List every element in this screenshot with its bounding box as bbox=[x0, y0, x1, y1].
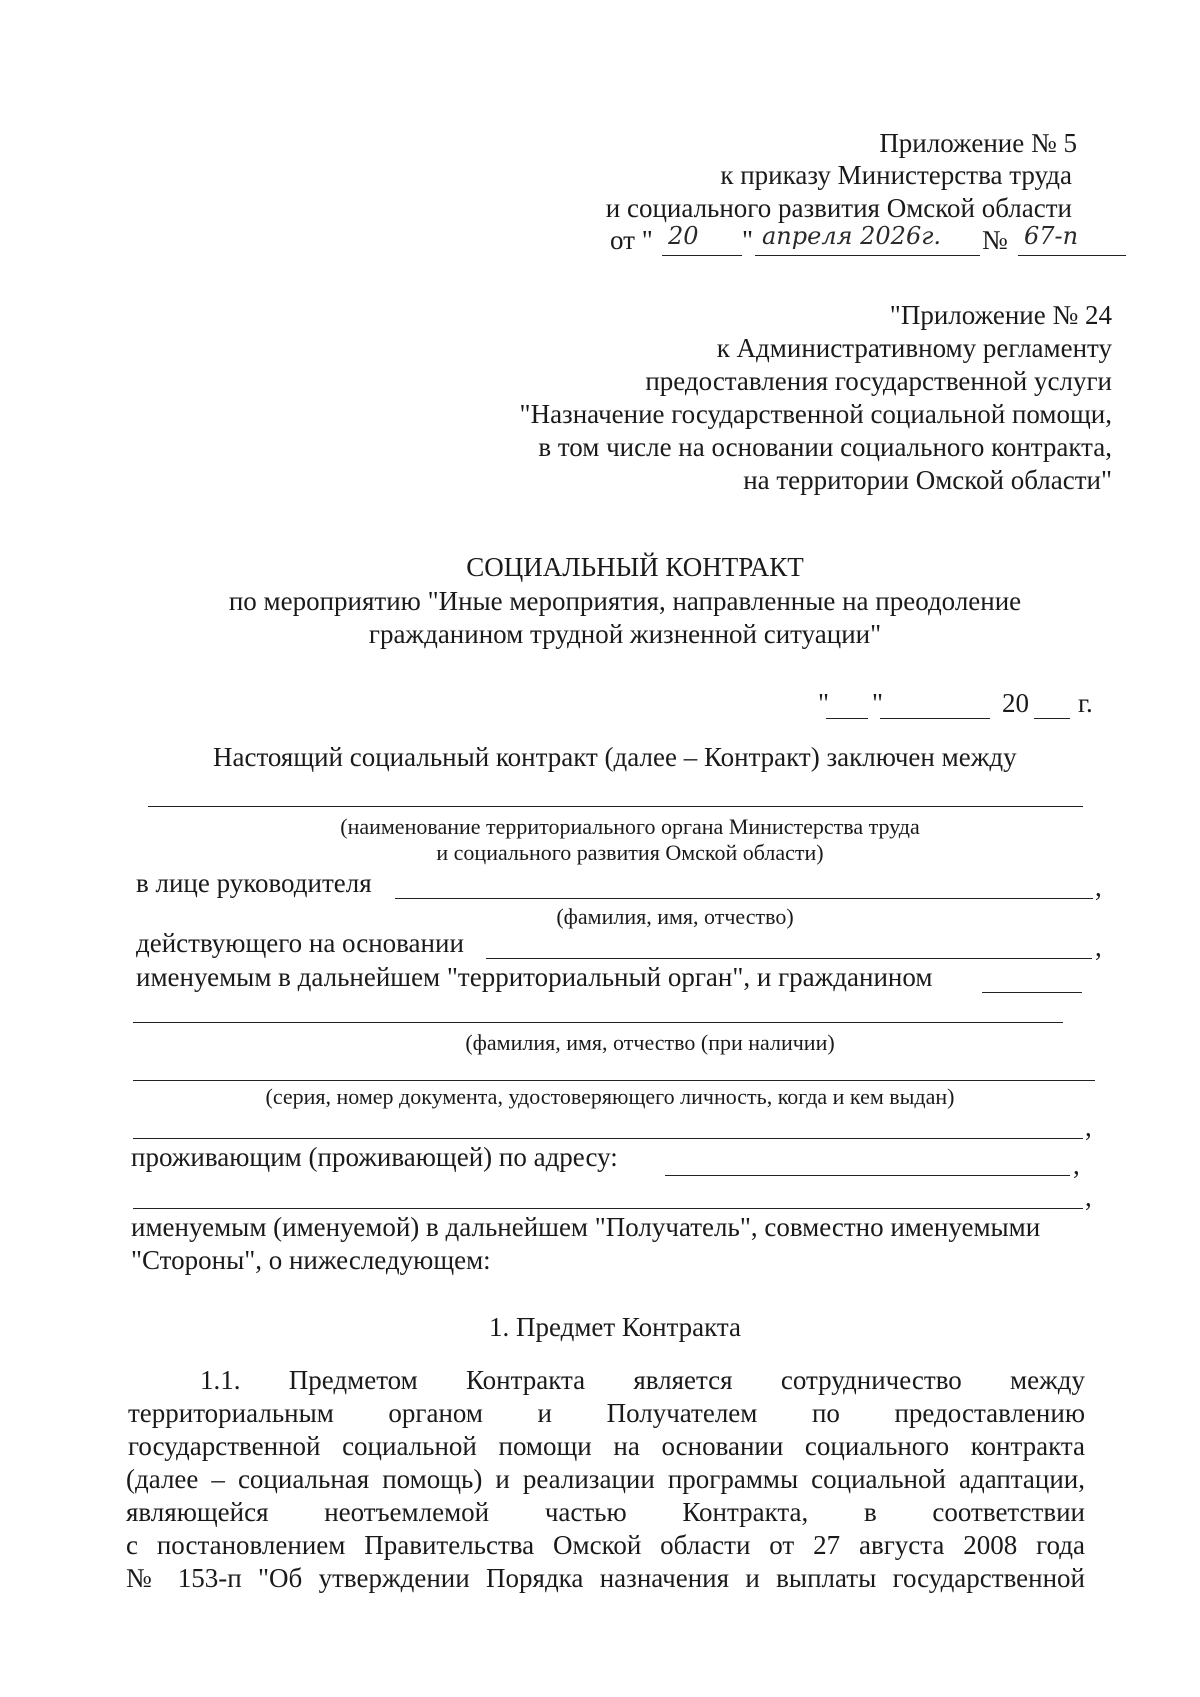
order-number-label: № bbox=[982, 225, 1008, 255]
address-line-2 bbox=[133, 1208, 1083, 1209]
head-fio-hint: (фамилия, имя, отчество) bbox=[556, 904, 794, 929]
contract-year-prefix: 20 bbox=[1002, 688, 1029, 718]
contract-date-close-quote: " bbox=[872, 688, 884, 718]
order-date-day-line bbox=[662, 255, 742, 256]
contract-date-open-quote: " bbox=[818, 688, 830, 718]
order-number-line bbox=[1018, 255, 1126, 256]
contract-subtitle-2: гражданином трудной жизненной ситуации" bbox=[368, 619, 882, 649]
org-name-hint-1: (наименование территориального органа Министерства труда bbox=[340, 814, 920, 839]
named-recipient-line-1: именуемым (именуемой) в дальнейшем "Получатель", совместно именуемыми bbox=[131, 1212, 1041, 1242]
named-org-text: именуемым в дальнейшем "территориальный орган", и гражданином bbox=[136, 962, 933, 992]
order-date-quote: " bbox=[742, 225, 754, 255]
address-label: проживающим (проживающей) по адресу: bbox=[131, 1142, 618, 1172]
section-1-para-line-6: с постановлением Правительства Омской области от 27 августа 2008 года bbox=[126, 1530, 1085, 1560]
order-date-month-handwritten: апреля 2026г. bbox=[762, 222, 941, 250]
extra-line-comma: , bbox=[1085, 1112, 1092, 1142]
appendix-24-line-4: "Назначение государственной социальной помощи, bbox=[519, 399, 1112, 429]
address-comma-1: , bbox=[1073, 1150, 1080, 1180]
basis-line bbox=[486, 958, 1092, 959]
intro-text: Настоящий социальный контракт (далее – Контракт) заключен между bbox=[213, 742, 1017, 772]
appendix-24-line-3: предоставления государственной услуги bbox=[645, 366, 1112, 396]
citizen-extra-line bbox=[133, 1138, 1083, 1139]
order-number-handwritten: 67-п bbox=[1024, 222, 1079, 250]
appendix-24-line-5: в том числе на основании социального контракта, bbox=[538, 432, 1112, 462]
appendix-24-line-2: к Административному регламенту bbox=[716, 333, 1112, 363]
contract-year-line bbox=[1034, 718, 1070, 719]
citizen-doc-line bbox=[133, 1080, 1095, 1081]
contract-year-suffix: г. bbox=[1078, 688, 1093, 718]
head-comma: , bbox=[1095, 872, 1102, 902]
address-comma-2: , bbox=[1085, 1182, 1092, 1212]
head-label: в лице руководителя bbox=[136, 868, 372, 898]
citizen-line-short bbox=[982, 992, 1082, 993]
contract-subtitle-1: по мероприятию "Иные мероприятия, направленные на преодоление bbox=[228, 586, 1022, 616]
section-1-para-line-2: территориальным органом и Получателем по предоставлению bbox=[128, 1398, 1085, 1428]
org-name-hint-2: и социального развития Омской области) bbox=[436, 840, 824, 865]
order-line-1: к приказу Министерства труда bbox=[720, 160, 1072, 190]
order-date-month-line bbox=[755, 255, 980, 256]
head-fio-line bbox=[395, 898, 1093, 899]
order-date-prefix: от " bbox=[610, 225, 653, 255]
section-1-para-line-4: (далее – социальная помощь) и реализации программы социальной адаптации, bbox=[126, 1464, 1085, 1494]
section-1-heading: 1. Предмет Контракта bbox=[488, 1312, 742, 1342]
basis-comma: , bbox=[1095, 932, 1102, 962]
org-name-line bbox=[148, 806, 1083, 807]
contract-title: СОЦИАЛЬНЫЙ КОНТРАКТ bbox=[466, 552, 804, 582]
order-line-2: и социального развития Омской области bbox=[605, 193, 1072, 223]
contract-day-line bbox=[826, 718, 868, 719]
section-1-para-line-7: № 153-п "Об утверждении Порядка назначения и выплаты государственной bbox=[126, 1563, 1085, 1593]
order-date-day-handwritten: 20 bbox=[668, 222, 699, 250]
appendix-24-line-6: на территории Омской области" bbox=[743, 465, 1112, 495]
appendix-24-title: "Приложение № 24 bbox=[889, 300, 1112, 330]
basis-label: действующего на основании bbox=[136, 928, 464, 958]
citizen-doc-hint: (серия, номер документа, удостоверяющего личность, когда и кем выдан) bbox=[265, 1084, 955, 1109]
contract-month-line bbox=[880, 718, 990, 719]
section-1-para-line-3: государственной социальной помощи на основании социального контракта bbox=[128, 1431, 1085, 1461]
named-recipient-line-2: "Стороны", о нижеследующем: bbox=[131, 1245, 491, 1275]
section-1-para-line-1: 1.1. Предметом Контракта является сотрудничество между bbox=[200, 1365, 1085, 1395]
citizen-fio-line bbox=[133, 1022, 1063, 1023]
appendix-5-title: Приложение № 5 bbox=[879, 128, 1077, 158]
citizen-fio-hint: (фамилия, имя, отчество (при наличии) bbox=[465, 1030, 835, 1055]
address-line-1 bbox=[665, 1175, 1070, 1176]
section-1-para-line-5: являющейся неотъемлемой частью Контракта, в соответствии bbox=[126, 1497, 1085, 1527]
